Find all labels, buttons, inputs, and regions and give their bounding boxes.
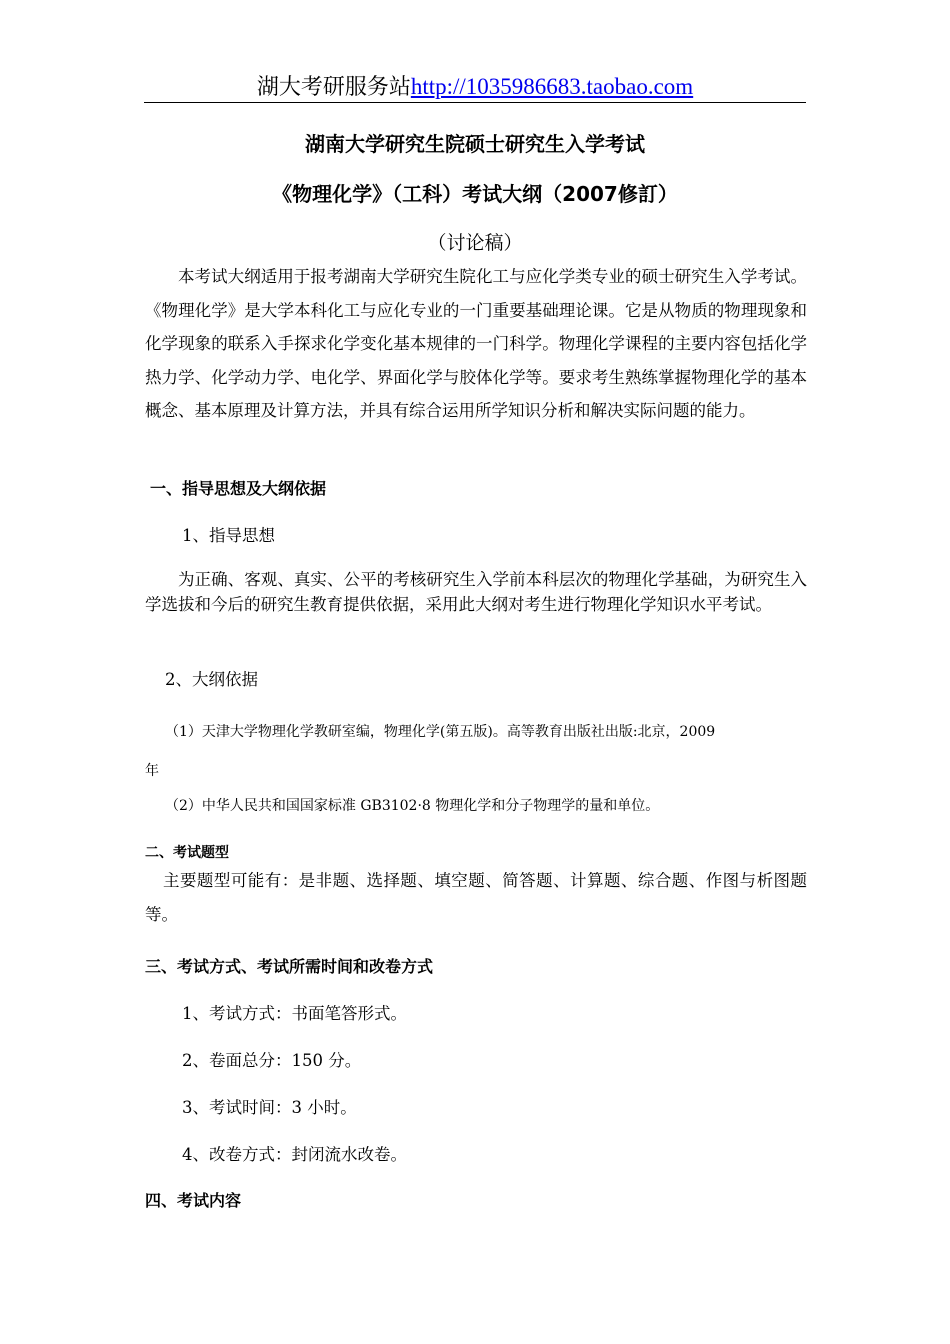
section1-heading: 一、指导思想及大纲依据	[150, 479, 327, 498]
section3-heading: 三、考试方式、考试所需时间和改卷方式	[145, 957, 434, 976]
reference-item-1: （1）天津大学物理化学教研室编，物理化学(第五版)。高等教育出版社出版:北京，2009	[165, 724, 716, 740]
reference-item-1-continued: 年	[145, 763, 159, 779]
page-header	[0, 70, 950, 101]
section1-sub1-heading: 1、指导思想	[182, 526, 275, 545]
document-title: 湖南大学研究生院硕士研究生入学考试	[305, 132, 645, 156]
section2-heading: 二、考试题型	[145, 845, 229, 861]
section1-sub1-body: 为正确、客观、真实、公平的考核研究生入学前本科层次的物理化学基础，为研究生入学选拔和今后的研究生教育提供依据，采用此大纲对考生进行物理化学知识水平考试。	[145, 570, 807, 614]
section3-item-3: 3、考试时间：3 小时。	[182, 1098, 357, 1117]
section4-heading: 四、考试内容	[145, 1191, 242, 1210]
intro-paragraph: 本考试大纲适用于报考湖南大学研究生院化工与应化学类专业的硕士研究生入学考试。《物理化学》是大学本科化工与应化专业的一门重要基础理论课。它是从物质的物理现象和化学现象的联系入手探求化学变化基本规律的一门科学。物理化学课程的主要内容包括化学热力学、化学动力学、电化学、界面化学与胶体化学等。要求考生熟练掌握物理化学的基本概念、基本原理及计算方法，并具有综合运用所学知识分析和解决实际问题的能力。	[145, 267, 807, 420]
reference-item-2: （2）中华人民共和国国家标准 GB3102·8 物理化学和分子物理学的量和单位。	[165, 798, 660, 814]
section3-item-4: 4、改卷方式：封闭流水改卷。	[182, 1145, 407, 1164]
section2-body: 主要题型可能有：是非题、选择题、填空题、简答题、计算题、综合题、作图与析图题等。	[145, 871, 807, 924]
header-divider	[144, 102, 806, 103]
section3-item-1: 1、考试方式：书面笔答形式。	[182, 1004, 407, 1023]
header-url-link[interactable]: http://1035986683.taobao.com	[410, 74, 694, 99]
document-subtitle: （讨论稿）	[427, 232, 523, 254]
header-site-name: 湖大考研服务站	[256, 75, 411, 100]
section1-sub2-heading: 2、大纲依据	[165, 670, 258, 689]
section3-item-2: 2、卷面总分：150 分。	[182, 1051, 362, 1070]
document-title-course: 《物理化学》（工科）考试大纲（2007修訂）	[272, 182, 678, 206]
